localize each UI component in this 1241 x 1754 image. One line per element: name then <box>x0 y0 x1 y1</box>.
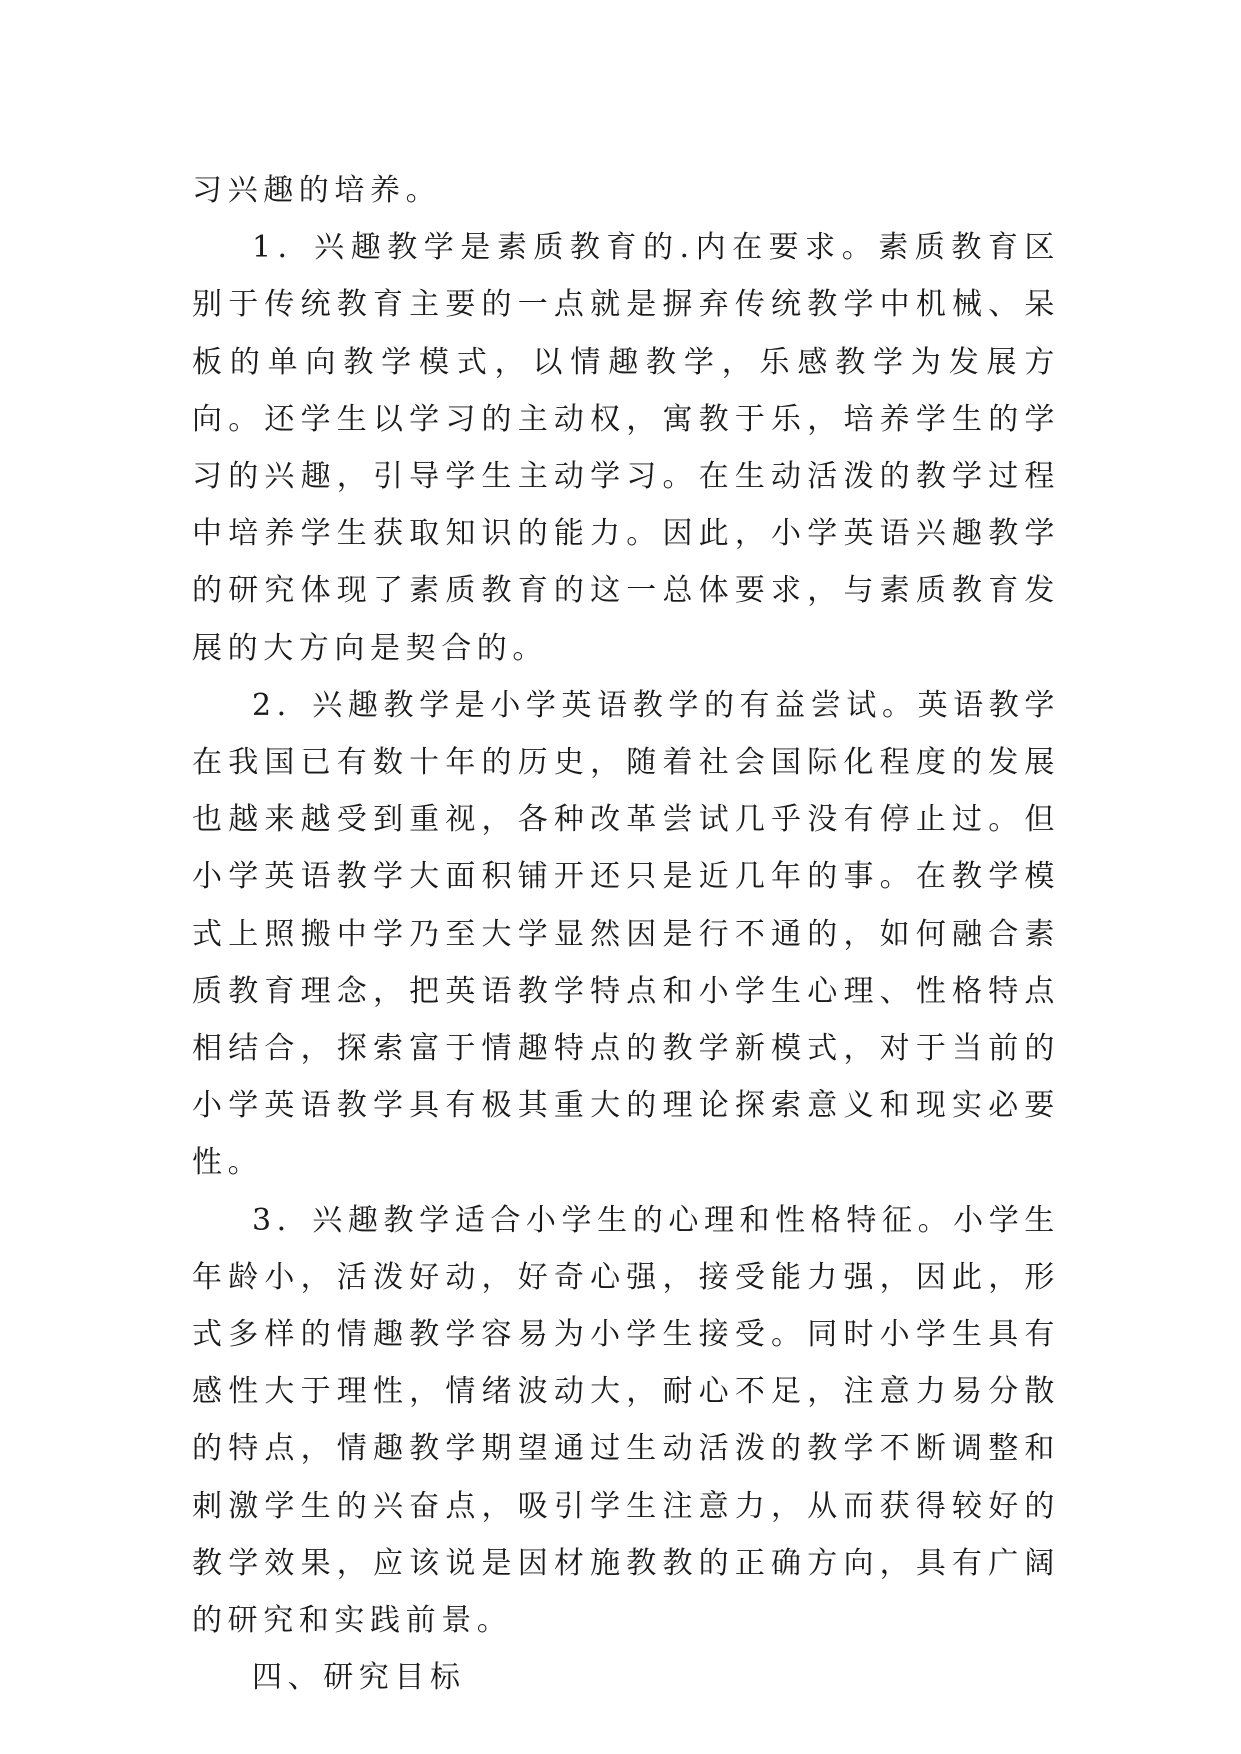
paragraph-point-2: 2．兴趣教学是小学英语教学的有益尝试。英语教学在我国已有数十年的历史，随着社会国际化程度的发展也越来越受到重视，各种改革尝试几乎没有停止过。但小学英语教学大面积铺开还只是近几年的事。在教学模式上照搬中学乃至大学显然因是行不通的，如何融合素质教育理念，把英语教学特点和小学生心理、性格特点相结合，探索富于情趣特点的教学新模式，对于当前的小学英语教学具有极其重大的理论探索意义和现实必要性。 <box>192 687 1060 1181</box>
paragraph-continuation: 习兴趣的培养。 <box>192 173 442 208</box>
document-body <box>192 162 1060 1706</box>
section-heading-research-goals: 四、研究目标 <box>252 1660 466 1696</box>
paragraph-point-3: 3．兴趣教学适合小学生的心理和性格特征。小学生年龄小，活泼好动，好奇心强，接受能力强，因此，形式多样的情趣教学容易为小学生接受。同时小学生具有感性大于理性，情绪波动大，耐心不足，注意力易分散的特点，情趣教学期望通过生动活泼的教学不断调整和刺激学生的兴奋点，吸引学生注意力，从而获得较好的教学效果，应该说是因材施教教的正确方向，具有广阔的研究和实践前景。 <box>192 1202 1060 1639</box>
paragraph-point-1: 1．兴趣教学是素质教育的.内在要求。素质教育区别于传统教育主要的一点就是摒弃传统教学中机械、呆板的单向教学模式，以情趣教学，乐感教学为发展方向。还学生以学习的主动权，寓教于乐，培养学生的学习的兴趣，引导学生主动学习。在生动活泼的教学过程中培养学生获取知识的能力。因此，小学英语兴趣教学的研究体现了素质教育的这一总体要求，与素质教育发展的大方向是契合的。 <box>192 230 1060 666</box>
